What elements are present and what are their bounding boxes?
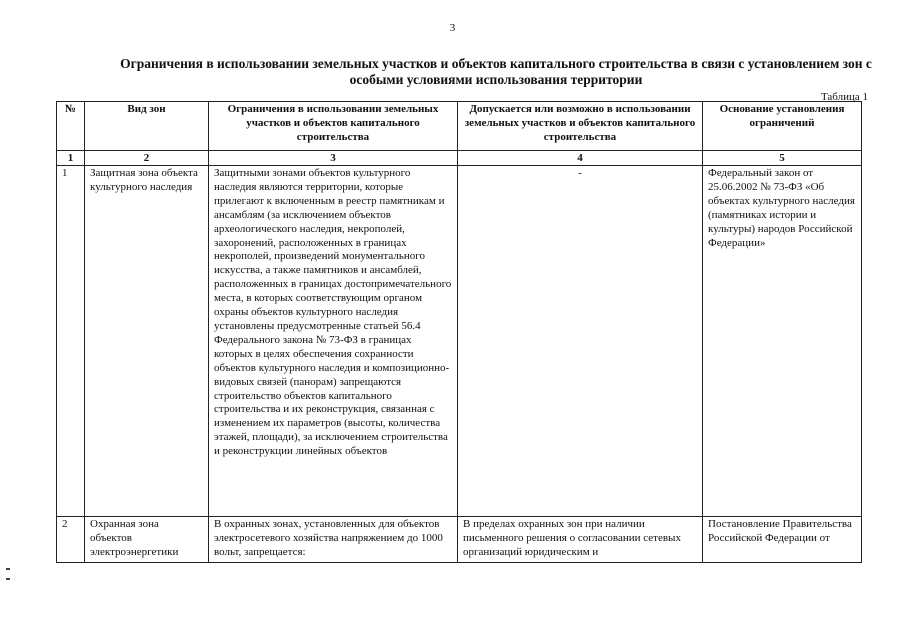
table-caption: Таблица 1: [820, 91, 868, 103]
cell-number: 2: [57, 517, 85, 563]
cell-zone-type: Защитная зона объекта культурного наследия: [85, 166, 209, 517]
column-number-row: [57, 151, 862, 166]
column-number: 1: [57, 151, 85, 166]
header-row: [57, 102, 862, 151]
column-number: 4: [458, 151, 703, 166]
header-restrictions: Ограничения в использовании земельных участков и объектов капитального строительства: [209, 102, 458, 151]
restrictions-table: [56, 101, 862, 563]
table-row: [57, 517, 862, 563]
cell-basis: Постановление Правительства Российской Федерации от: [703, 517, 862, 563]
header-number: №: [57, 102, 85, 151]
document-title: Ограничения в использовании земельных участков и объектов капитального строительства в связи с установлением зон с особыми условиями использования территории: [120, 56, 872, 87]
header-allowed: Допускается или возможно в использовании земельных участков и объектов капитального строительства: [458, 102, 703, 151]
cell-basis: Федеральный закон от 25.06.2002 № 73-ФЗ «Об объектах культурного наследия (памятниках истории и культуры) народов Российской Федерации»: [703, 166, 862, 517]
page-number: 3: [449, 22, 456, 34]
header-basis: Основание установления ограничений: [703, 102, 862, 151]
cell-number: 1: [57, 166, 85, 517]
table-row: [57, 166, 862, 517]
cell-zone-type: Охранная зона объектов электроэнергетики: [85, 517, 209, 563]
header-zone-type: Вид зон: [85, 102, 209, 151]
column-number: 5: [703, 151, 862, 166]
column-number: 2: [85, 151, 209, 166]
scan-edge-mark: [6, 568, 10, 570]
cell-allowed: -: [458, 166, 703, 517]
scan-edge-mark: [6, 578, 10, 580]
column-number: 3: [209, 151, 458, 166]
cell-restrictions: Защитными зонами объектов культурного наследия являются территории, которые прилегают к включенным в реестр памятникам и ансамблям (за исключением объектов археологического наследия, некрополей, захоронений, расположенных в границах некрополей, произведений монументального искусства, а также памятников и ансамблей, расположенных в границах достопримечательного места, в которых соответствующим органом охраны объектов культурного наследия установлены предусмотренные статьей 56.4 Федерального закона № 73-ФЗ в границах которых в целях обеспечения сохранности объектов культурного наследия и композиционно-видовых связей (панорам) запрещаются строительство объектов капитального строительства и их реконструкция, связанная с изменением их параметров (высоты, количества этажей, площади), за исключением строительства и реконструкции линейных объектов: [209, 166, 458, 517]
cell-restrictions: В охранных зонах, установленных для объектов электросетевого хозяйства напряжением до 1000 вольт, запрещается:: [209, 517, 458, 563]
cell-allowed: В пределах охранных зон при наличии письменного решения о согласовании сетевых организаций юридическим и: [458, 517, 703, 563]
